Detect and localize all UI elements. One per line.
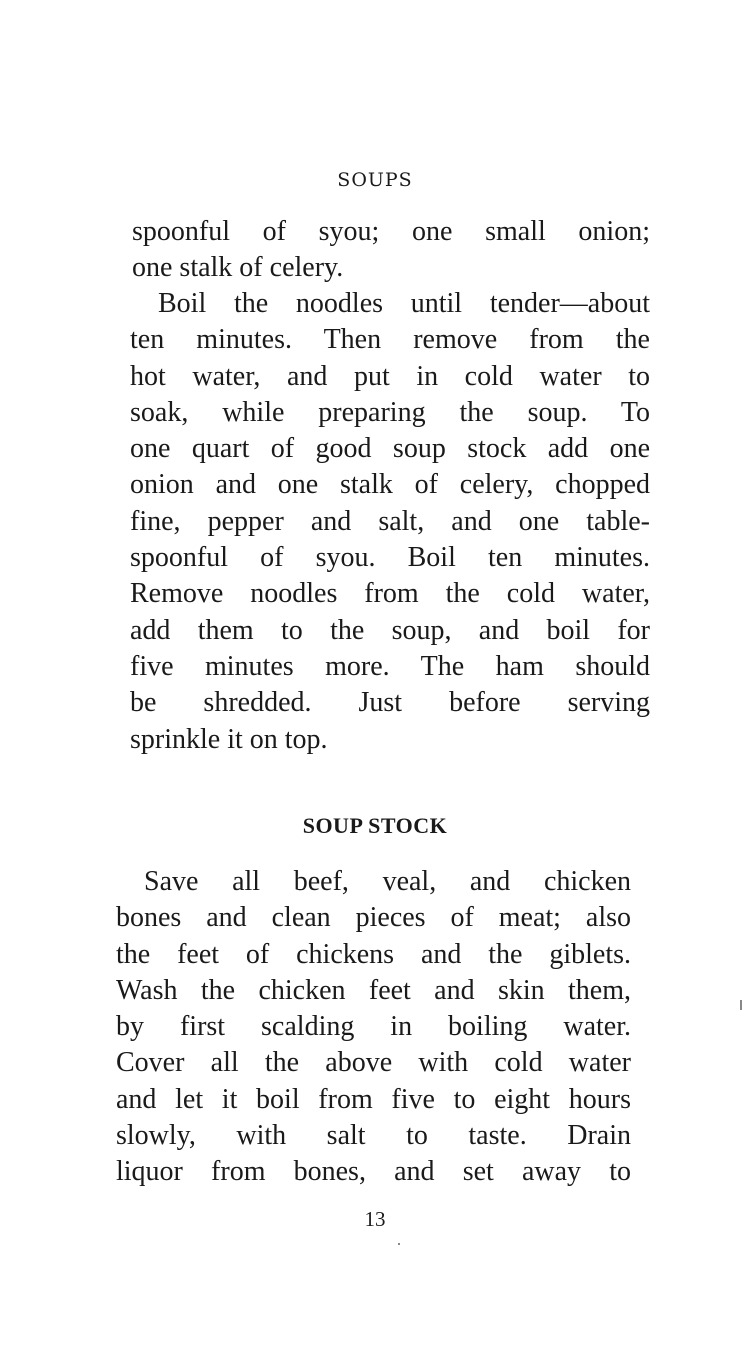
text-line: fine, pepper and salt, and one table- [130, 505, 650, 537]
text-line: five minutes more. The ham should [130, 650, 650, 682]
method-paragraph [130, 286, 650, 758]
text-line: Remove noodles from the cold water, [130, 578, 650, 610]
text-line: Boil the noodles until tender—about [158, 288, 650, 319]
text-line: ten minutes. Then remove from the [130, 324, 650, 356]
text-line: sprinkle it on top. [130, 723, 328, 755]
text-line: be shredded. Just before serving [130, 687, 650, 719]
page-number: 13 [364, 1207, 386, 1231]
scan-speck [740, 1000, 742, 1010]
section-heading: SOUP STOCK [302, 813, 448, 838]
stock-paragraph [116, 864, 631, 1191]
text-line: spoonful of syou; one small onion; [132, 216, 650, 247]
text-line: bones and clean pieces of meat; also [116, 902, 631, 934]
text-line: one stalk of celery. [132, 252, 344, 284]
text-line: soak, while preparing the soup. To [130, 396, 650, 428]
text-line: one quart of good soup stock add one [130, 433, 650, 465]
scan-speck [398, 1243, 400, 1245]
text-line: Wash the chicken feet and skin them, [116, 974, 631, 1006]
text-line: spoonful of syou. Boil ten minutes. [130, 542, 650, 574]
text-line: slowly, with salt to taste. Drain [116, 1120, 631, 1152]
text-line: hot water, and put in cold water to [130, 360, 650, 392]
text-line: and let it boil from five to eight hours [116, 1083, 631, 1115]
text-line: Cover all the above with cold water [116, 1047, 631, 1079]
text-line: the feet of chickens and the giblets. [116, 938, 631, 970]
running-head: SOUPS [337, 169, 413, 191]
text-line: Save all beef, veal, and chicken [144, 866, 631, 897]
text-line: by first scalding in boiling water. [116, 1011, 631, 1043]
continued-paragraph [132, 214, 650, 287]
text-line: add them to the soup, and boil for [130, 614, 650, 646]
text-line: liquor from bones, and set away to [116, 1156, 631, 1188]
text-line: onion and one stalk of celery, chopped [130, 469, 650, 501]
